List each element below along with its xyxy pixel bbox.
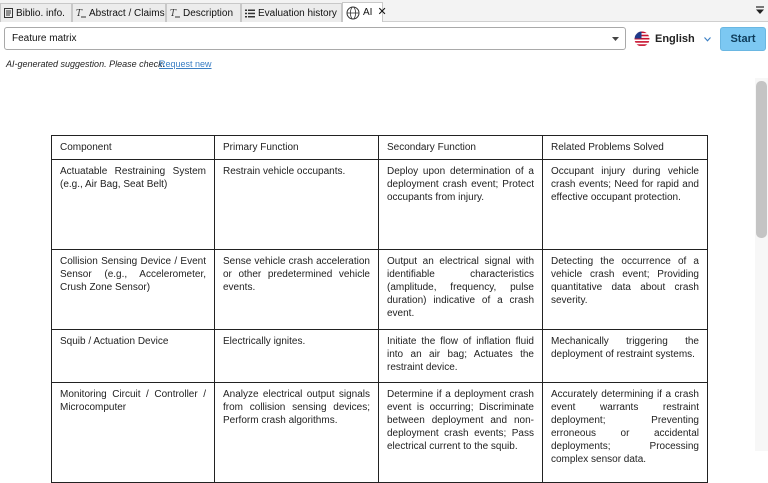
matrix-type-select[interactable] [4,27,626,50]
scrollbar-thumb[interactable] [756,81,767,238]
text-format-icon [76,8,86,18]
feature-matrix-table [51,135,708,483]
request-new-link[interactable]: Request new [159,59,212,69]
svg-text:T: T [170,9,177,19]
tab-abstract-claims[interactable] [72,3,166,22]
tab-evaluation-history[interactable] [241,3,342,22]
list-icon [245,9,255,18]
table-cell: Determine if a deployment crash event is occurring; Discriminate between deployment and non-deployment crash events; Pass electrical current to the squib. [379,383,543,483]
table-row [52,250,708,330]
table-row [52,383,708,483]
chevron-down-icon [612,37,619,41]
tab-ai[interactable] [342,2,387,22]
svg-text:T: T [76,9,83,19]
table-cell: Mechanically triggering the deployment of restraint systems. [543,330,708,383]
us-flag-icon [634,31,650,47]
table-cell: Detecting the occurrence of a vehicle crash event; Providing quantitative data about crash severity. [543,250,708,330]
text-format-icon [170,8,180,18]
header-cell: Component [52,136,215,160]
tab-biblio-info[interactable] [0,3,72,22]
tab-label: Biblio. info. [16,7,65,19]
select-value: Feature matrix [12,33,77,44]
tab-label: Evaluation history [258,7,337,19]
table-header-row [52,136,708,160]
tab-description[interactable] [166,3,241,22]
table-cell: Occupant injury during vehicle crash events; Need for rapid and effective occupant protection. [543,160,708,250]
chevron-down-icon [704,37,711,42]
table-cell: Squib / Actuation Device [52,330,215,383]
table-cell: Collision Sensing Device / Event Sensor (e.g., Accelerometer, Crush Zone Sensor) [52,250,215,330]
header-cell: Primary Function [215,136,379,160]
tab-bar [0,0,768,22]
ai-globe-icon [346,6,360,20]
document-lines-icon [4,8,13,18]
table-cell: Sense vehicle crash acceleration or other predetermined vehicle events. [215,250,379,330]
table-cell: Accurately determining if a crash event warrants restraint deployment; Preventing erroneous or accidental deployments; Processing complex sensor data. [543,383,708,483]
header-cell: Related Problems Solved [543,136,708,160]
language-label: English [655,33,695,45]
table-cell: Electrically ignites. [215,330,379,383]
tab-label: Abstract / Claims [89,7,165,19]
start-button[interactable]: Start [720,27,766,51]
table-cell: Restrain vehicle occupants. [215,160,379,250]
table-row [52,330,708,383]
table-cell: Monitoring Circuit / Controller / Microcomputer [52,383,215,483]
header-cell: Secondary Function [379,136,543,160]
table-cell: Deploy upon determination of a deployment crash event; Protect occupants from injury. [379,160,543,250]
ai-notice-text: AI-generated suggestion. Please check. [6,59,166,69]
tab-label: AI [363,7,373,18]
tab-overflow-menu-icon[interactable] [755,5,765,15]
table-cell: Initiate the flow of inflation fluid into an air bag; Actuates the restraint device. [379,330,543,383]
table-cell: Actuatable Restraining System (e.g., Air Bag, Seat Belt) [52,160,215,250]
language-selector[interactable] [634,28,712,50]
table-cell: Analyze electrical output signals from collision sensing devices; Perform crash algorithms. [215,383,379,483]
tab-label: Description [183,7,234,19]
close-icon[interactable]: ✕ [377,6,387,18]
table-row [52,160,708,250]
table-cell: Output an electrical signal with identifiable characteristics (amplitude, frequency, pulse duration) indicative of a crash event. [379,250,543,330]
